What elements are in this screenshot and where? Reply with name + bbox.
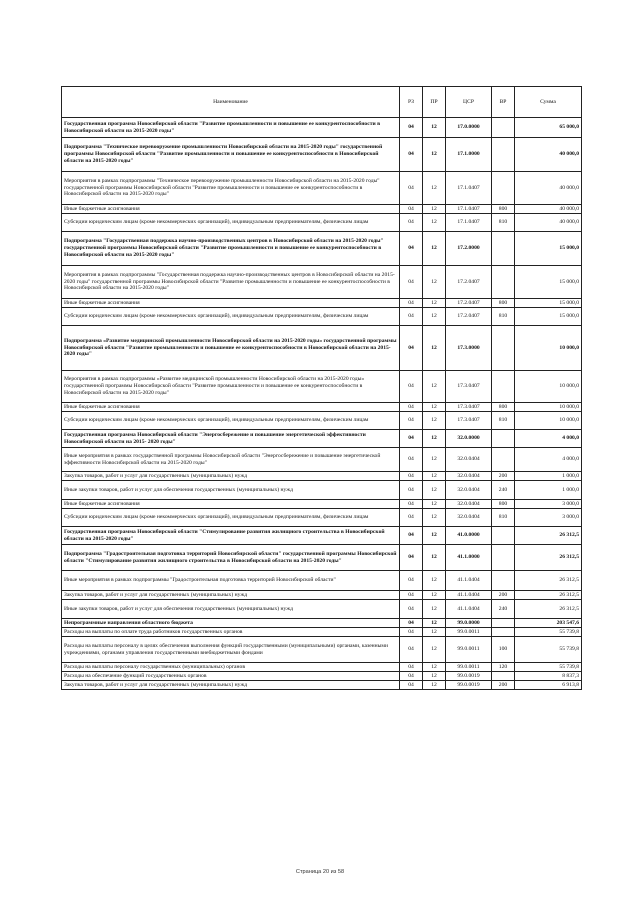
table-row: [62, 681, 582, 690]
cell-csr: 41.1.0404: [446, 600, 492, 619]
cell-pr: 12: [423, 571, 446, 591]
table-row: [62, 214, 582, 232]
table-row: [62, 663, 582, 672]
cell-sum: 15 000,0: [515, 266, 582, 299]
cell-pr: 12: [423, 663, 446, 672]
cell-name: Закупка товаров, работ и услуг для государственных (муниципальных) нужд: [62, 681, 400, 690]
cell-name: Расходы на выплаты персоналу в целях обеспечения выполнения функций государственными (муниципальными) органами, казенными учреждениями, органами управления государственными внебюджетными фондами: [62, 637, 400, 663]
cell-pr: 12: [423, 545, 446, 571]
cell-csr: 17.3.0407: [446, 412, 492, 430]
header-csr: ЦСР: [446, 87, 492, 118]
cell-sum: 10 000,0: [515, 326, 582, 371]
cell-sum: 55 739,8: [515, 628, 582, 637]
cell-rz: 04: [400, 619, 423, 628]
cell-vr: 120: [492, 663, 515, 672]
table-row: [62, 600, 582, 619]
cell-name: Подпрограмма «Развитие медицинской промышленности Новосибирской области на 2015-2020 годы» государственной программы Новосибирской области "Развитие промышленности и повышение ее конкурентоспособности в Новосибирской области на 2015-2020 годы": [62, 326, 400, 371]
cell-rz: 04: [400, 308, 423, 326]
cell-rz: 04: [400, 571, 423, 591]
cell-vr: [492, 138, 515, 172]
cell-vr: [492, 371, 515, 403]
cell-rz: 04: [400, 205, 423, 214]
table-row: [62, 500, 582, 509]
cell-name: Иные закупки товаров, работ и услуг для обеспечения государственных (муниципальных) нужд: [62, 600, 400, 619]
cell-csr: 17.3.0407: [446, 403, 492, 412]
cell-rz: 04: [400, 412, 423, 430]
cell-vr: 200: [492, 472, 515, 481]
cell-rz: 04: [400, 299, 423, 308]
cell-pr: 12: [423, 591, 446, 600]
cell-pr: 12: [423, 637, 446, 663]
cell-rz: 04: [400, 681, 423, 690]
cell-pr: 12: [423, 500, 446, 509]
cell-vr: [492, 448, 515, 472]
cell-vr: 800: [492, 299, 515, 308]
cell-csr: 17.2.0407: [446, 299, 492, 308]
table-row: [62, 326, 582, 371]
cell-sum: 15 000,0: [515, 308, 582, 326]
cell-csr: 99.0.0011: [446, 663, 492, 672]
cell-csr: 32.0.0404: [446, 481, 492, 500]
cell-sum: 1 000,0: [515, 481, 582, 500]
cell-pr: 12: [423, 448, 446, 472]
cell-rz: 04: [400, 371, 423, 403]
cell-name: Субсидии юридическим лицам (кроме некоммерческих организаций), индивидуальным предпринимателям, физическим лицам: [62, 214, 400, 232]
cell-name: Иные закупки товаров, работ и услуг для обеспечения государственных (муниципальных) нужд: [62, 481, 400, 500]
header-name: Наименование: [62, 87, 400, 118]
cell-pr: 12: [423, 299, 446, 308]
budget-table-container: [61, 86, 581, 690]
cell-vr: 800: [492, 403, 515, 412]
cell-name: Мероприятия в рамках подпрограммы «Развитие медицинской промышленности Новосибирской области на 2015-2020 годы» государственной программы Новосибирской области "Развитие промышленности и повышение ее конкурентоспособности в Новосибирской области на 2015-2020 годы": [62, 371, 400, 403]
cell-pr: 12: [423, 509, 446, 527]
cell-name: Иные бюджетные ассигнования: [62, 205, 400, 214]
cell-sum: 10 000,0: [515, 371, 582, 403]
cell-pr: 12: [423, 681, 446, 690]
cell-csr: 17.2.0407: [446, 308, 492, 326]
cell-csr: 17.0.0000: [446, 118, 492, 138]
header-vr: ВР: [492, 87, 515, 118]
cell-rz: 04: [400, 509, 423, 527]
header-rz: РЗ: [400, 87, 423, 118]
cell-name: Субсидии юридическим лицам (кроме некоммерческих организаций), индивидуальным предпринимателям, физическим лицам: [62, 308, 400, 326]
table-header-row: [62, 87, 582, 118]
cell-vr: 810: [492, 509, 515, 527]
table-row: [62, 412, 582, 430]
cell-vr: [492, 266, 515, 299]
cell-csr: 17.1.0407: [446, 214, 492, 232]
cell-csr: 99.0.0019: [446, 672, 492, 681]
cell-name: Подпрограмма "Градостроительная подготовка территорий Новосибирской области" государственной программы Новосибирской области "Стимулирование развития жилищного строительства в Новосибирской области на 2015-2020 годы": [62, 545, 400, 571]
table-row: [62, 205, 582, 214]
cell-rz: 04: [400, 637, 423, 663]
cell-sum: 15 000,0: [515, 232, 582, 266]
cell-name: Расходы на обеспечение функций государственных органов: [62, 672, 400, 681]
cell-pr: 12: [423, 118, 446, 138]
cell-pr: 12: [423, 308, 446, 326]
cell-rz: 04: [400, 628, 423, 637]
cell-name: Иные бюджетные ассигнования: [62, 299, 400, 308]
cell-pr: 12: [423, 672, 446, 681]
cell-vr: 240: [492, 481, 515, 500]
table-row: [62, 232, 582, 266]
cell-rz: 04: [400, 672, 423, 681]
cell-name: Субсидии юридическим лицам (кроме некоммерческих организаций), индивидуальным предпринимателям, физическим лицам: [62, 509, 400, 527]
cell-sum: 10 000,0: [515, 403, 582, 412]
cell-name: Государственная программа Новосибирской области "Энергосбережение и повышение энергетической эффективности Новосибирской области на 2015- 2020 годы": [62, 430, 400, 448]
cell-pr: 12: [423, 481, 446, 500]
cell-vr: [492, 430, 515, 448]
cell-vr: [492, 672, 515, 681]
cell-vr: [492, 326, 515, 371]
cell-sum: 65 000,0: [515, 118, 582, 138]
cell-pr: 12: [423, 138, 446, 172]
cell-vr: 100: [492, 637, 515, 663]
table-row: [62, 118, 582, 138]
cell-csr: 41.1.0000: [446, 545, 492, 571]
cell-name: Субсидии юридическим лицам (кроме некоммерческих организаций), индивидуальным предпринимателям, физическим лицам: [62, 412, 400, 430]
cell-vr: 800: [492, 205, 515, 214]
cell-pr: 12: [423, 205, 446, 214]
cell-sum: 26 312,5: [515, 600, 582, 619]
cell-vr: [492, 545, 515, 571]
table-row: [62, 403, 582, 412]
table-row: [62, 138, 582, 172]
cell-vr: [492, 527, 515, 545]
cell-name: Непрограммные направления областного бюджета: [62, 619, 400, 628]
cell-vr: 810: [492, 412, 515, 430]
cell-rz: 04: [400, 472, 423, 481]
cell-sum: 40 000,0: [515, 172, 582, 205]
cell-pr: 12: [423, 628, 446, 637]
header-pr: ПР: [423, 87, 446, 118]
cell-sum: 26 312,5: [515, 571, 582, 591]
cell-rz: 04: [400, 481, 423, 500]
cell-sum: 26 312,5: [515, 545, 582, 571]
cell-name: Иные мероприятия в рамках подпрограммы "Градостроительная подготовка территорий Новосибирской области": [62, 571, 400, 591]
cell-vr: [492, 628, 515, 637]
cell-rz: 04: [400, 600, 423, 619]
cell-csr: 99.0.0011: [446, 637, 492, 663]
cell-vr: [492, 619, 515, 628]
cell-sum: 55 739,8: [515, 663, 582, 672]
cell-sum: 26 312,5: [515, 527, 582, 545]
header-sum: Сумма: [515, 87, 582, 118]
cell-name: Государственная программа Новосибирской области "Стимулирование развития жилищного строительства в Новосибирской области на 2015-2020 годы": [62, 527, 400, 545]
cell-csr: 99.0.0000: [446, 619, 492, 628]
cell-pr: 12: [423, 472, 446, 481]
cell-csr: 99.0.0019: [446, 681, 492, 690]
cell-sum: 4 000,0: [515, 448, 582, 472]
cell-name: Закупка товаров, работ и услуг для государственных (муниципальных) нужд: [62, 472, 400, 481]
table-row: [62, 371, 582, 403]
cell-csr: 41.0.0000: [446, 527, 492, 545]
table-row: [62, 266, 582, 299]
cell-vr: [492, 232, 515, 266]
cell-csr: 17.1.0000: [446, 138, 492, 172]
table-row: [62, 571, 582, 591]
cell-pr: 12: [423, 326, 446, 371]
cell-sum: 26 312,5: [515, 591, 582, 600]
cell-sum: 8 837,3: [515, 672, 582, 681]
cell-vr: [492, 172, 515, 205]
cell-csr: 17.3.0000: [446, 326, 492, 371]
cell-pr: 12: [423, 172, 446, 205]
cell-name: Закупка товаров, работ и услуг для государственных (муниципальных) нужд: [62, 591, 400, 600]
cell-sum: 15 000,0: [515, 299, 582, 308]
cell-csr: 17.1.0407: [446, 205, 492, 214]
cell-name: Иные бюджетные ассигнования: [62, 500, 400, 509]
cell-rz: 04: [400, 214, 423, 232]
table-row: [62, 430, 582, 448]
cell-csr: 17.1.0407: [446, 172, 492, 205]
cell-vr: 240: [492, 600, 515, 619]
cell-pr: 12: [423, 600, 446, 619]
cell-name: Расходы на выплаты по оплате труда работников государственных органов: [62, 628, 400, 637]
cell-name: Мероприятия в рамках подпрограммы "Техническое перевооружение промышленности Новосибирской области на 2015-2020 годы" государственной программы Новосибирской области "Развитие промышленности и повышение ее конкурентоспособности в Новосибирской области на 2015-2020 годы": [62, 172, 400, 205]
cell-name: Иные бюджетные ассигнования: [62, 403, 400, 412]
cell-rz: 04: [400, 172, 423, 205]
cell-rz: 04: [400, 326, 423, 371]
cell-name: Мероприятия в рамках подпрограммы "Государственная поддержка научно-производственных центров в Новосибирской области на 2015-2020 годы" государственной программы Новосибирской области "Развитие промышленности и повышение ее конкурентоспособности в Новосибирской области на 2015-2020 годы": [62, 266, 400, 299]
cell-pr: 12: [423, 371, 446, 403]
table-row: [62, 172, 582, 205]
cell-sum: 203 547,6: [515, 619, 582, 628]
cell-vr: 200: [492, 681, 515, 690]
cell-sum: 3 000,0: [515, 509, 582, 527]
cell-csr: 17.2.0000: [446, 232, 492, 266]
cell-csr: 41.1.0404: [446, 571, 492, 591]
table-row: [62, 545, 582, 571]
cell-name: Иные мероприятия в рамках государственной программы Новосибирской области "Энергосбережение и повышение энергетической эффективности Новосибирской области на 2015-2020 годы": [62, 448, 400, 472]
table-row: [62, 299, 582, 308]
cell-csr: 99.0.0011: [446, 628, 492, 637]
cell-csr: 32.0.0404: [446, 448, 492, 472]
table-row: [62, 619, 582, 628]
cell-name: Расходы на выплаты персоналу государственных (муниципальных) органов: [62, 663, 400, 672]
cell-csr: 17.2.0407: [446, 266, 492, 299]
cell-csr: 32.0.0404: [446, 472, 492, 481]
cell-rz: 04: [400, 545, 423, 571]
cell-rz: 04: [400, 138, 423, 172]
table-row: [62, 527, 582, 545]
budget-table: [61, 86, 582, 690]
cell-rz: 04: [400, 527, 423, 545]
cell-pr: 12: [423, 619, 446, 628]
cell-vr: 810: [492, 308, 515, 326]
cell-csr: 32.0.0000: [446, 430, 492, 448]
cell-name: Подпрограмма "Государственная поддержка научно-производственных центров в Новосибирской области на 2015-2020 годы" государственной программы Новосибирской области "Развитие промышленности и повышение ее конкурентоспособности в Новосибирской области на 2015-2020 годы": [62, 232, 400, 266]
cell-rz: 04: [400, 232, 423, 266]
cell-rz: 04: [400, 591, 423, 600]
cell-csr: 41.1.0404: [446, 591, 492, 600]
cell-rz: 04: [400, 403, 423, 412]
cell-rz: 04: [400, 266, 423, 299]
cell-vr: 200: [492, 591, 515, 600]
table-row: [62, 637, 582, 663]
table-row: [62, 591, 582, 600]
cell-vr: 800: [492, 500, 515, 509]
cell-sum: 55 739,8: [515, 637, 582, 663]
table-row: [62, 628, 582, 637]
cell-sum: 3 000,0: [515, 500, 582, 509]
table-row: [62, 509, 582, 527]
table-row: [62, 472, 582, 481]
cell-sum: 1 000,0: [515, 472, 582, 481]
table-row: [62, 672, 582, 681]
cell-rz: 04: [400, 118, 423, 138]
cell-sum: 6 913,8: [515, 681, 582, 690]
cell-pr: 12: [423, 430, 446, 448]
cell-pr: 12: [423, 403, 446, 412]
cell-name: Подпрограмма "Техническое перевооружение промышленности Новосибирской области на 2015-2020 годы" государственной программы Новосибирской области "Развитие промышленности и повышение ее конкурентоспособности в Новосибирской области на 2015-2020 годы": [62, 138, 400, 172]
cell-pr: 12: [423, 527, 446, 545]
cell-pr: 12: [423, 412, 446, 430]
cell-rz: 04: [400, 430, 423, 448]
cell-csr: 32.0.0404: [446, 509, 492, 527]
cell-pr: 12: [423, 214, 446, 232]
page-number: Страница 20 из 58: [295, 869, 345, 875]
cell-vr: [492, 118, 515, 138]
cell-pr: 12: [423, 232, 446, 266]
cell-sum: 40 000,0: [515, 205, 582, 214]
cell-vr: 810: [492, 214, 515, 232]
table-body: [62, 118, 582, 690]
table-row: [62, 448, 582, 472]
cell-rz: 04: [400, 663, 423, 672]
cell-sum: 40 000,0: [515, 138, 582, 172]
cell-sum: 4 000,0: [515, 430, 582, 448]
cell-name: Государственная программа Новосибирской области "Развитие промышленности и повышение ее конкурентоспособности в Новосибирской области на 2015-2020 годы": [62, 118, 400, 138]
cell-sum: 10 000,0: [515, 412, 582, 430]
table-row: [62, 481, 582, 500]
cell-sum: 40 000,0: [515, 214, 582, 232]
cell-vr: [492, 571, 515, 591]
cell-csr: 32.0.0404: [446, 500, 492, 509]
cell-pr: 12: [423, 266, 446, 299]
cell-rz: 04: [400, 500, 423, 509]
cell-rz: 04: [400, 448, 423, 472]
table-row: [62, 308, 582, 326]
cell-csr: 17.3.0407: [446, 371, 492, 403]
